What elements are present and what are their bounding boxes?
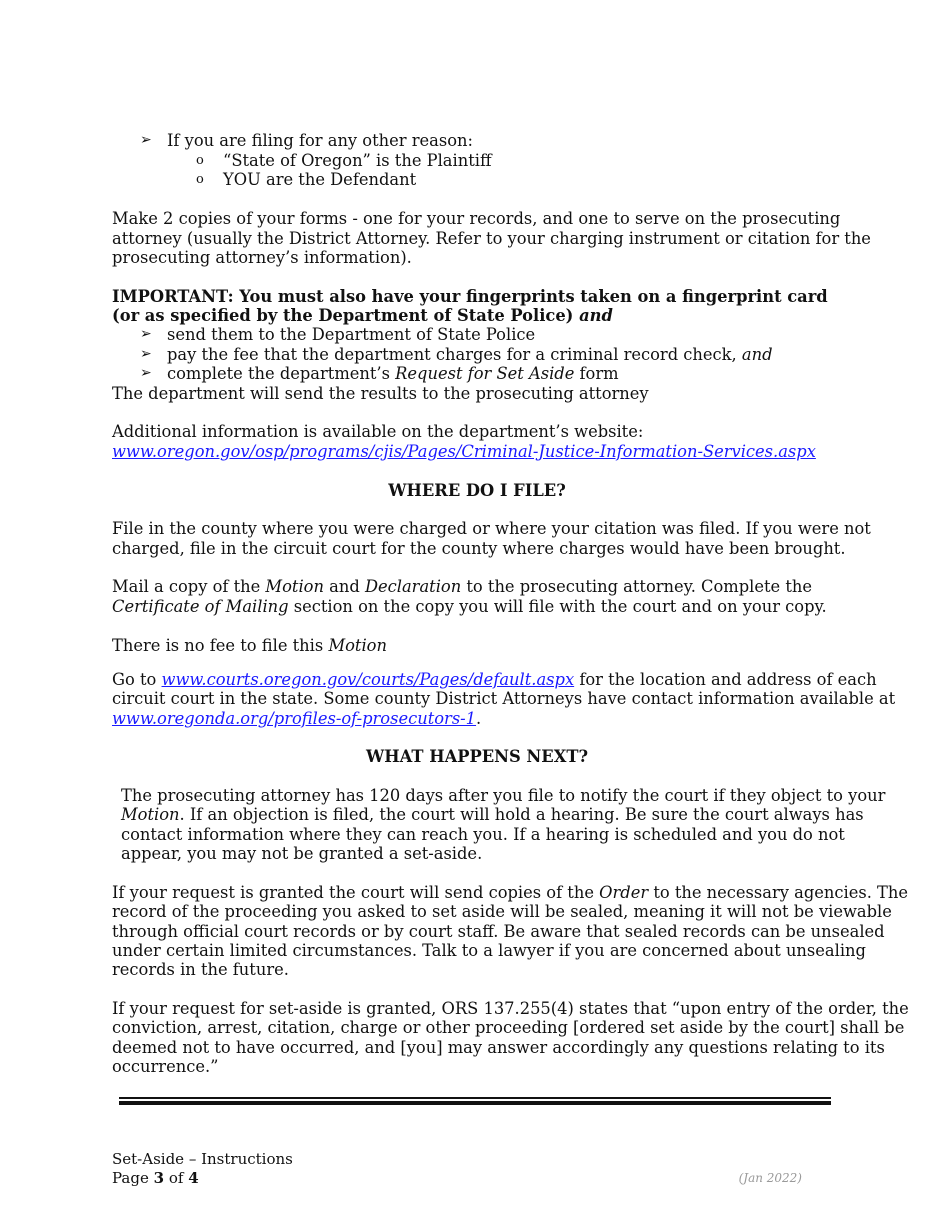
next-line: The prosecuting attorney has 120 days after you file to notify the court if they object to your xyxy=(121,786,886,805)
arrow-bullet-icon: ➢ xyxy=(140,132,152,148)
important-item: send them to the Department of State Police xyxy=(167,325,536,344)
section-heading-where: WHERE DO I FILE? xyxy=(388,481,566,500)
important-item: complete the department’s Request for Set Aside form xyxy=(167,364,619,383)
ors-line: deemed not to have occurred, and [you] may answer accordingly any questions relating to its xyxy=(112,1038,885,1057)
arrow-bullet-icon: ➢ xyxy=(140,346,152,362)
section-heading-next: WHAT HAPPENS NEXT? xyxy=(366,747,588,766)
mail-line: Certificate of Mailing section on the copy you will file with the court and on your copy. xyxy=(112,597,827,616)
filing-reason-heading: If you are filing for any other reason: xyxy=(167,131,473,150)
where-line: File in the county where you were charged or where your citation was filed. If you were not xyxy=(112,519,871,538)
ors-line: If your request for set-aside is granted, ORS 137.255(4) states that “upon entry of the order, the xyxy=(112,999,909,1018)
fee-line: There is no fee to file this Motion xyxy=(112,636,387,655)
mail-line: Mail a copy of the Motion and Declaration to the prosecuting attorney. Complete the xyxy=(112,577,813,596)
ors-line: occurrence.” xyxy=(112,1057,219,1076)
osp-website-link[interactable]: www.oregon.gov/osp/programs/cjis/Pages/Criminal-Justice-Information-Services.aspx xyxy=(112,442,816,461)
goto-line: Go to www.courts.oregon.gov/courts/Pages/default.aspx for the location and address of each xyxy=(112,670,877,689)
important-heading: IMPORTANT: You must also have your fingerprints taken on a fingerprint card xyxy=(112,287,828,306)
arrow-bullet-icon: ➢ xyxy=(140,365,152,381)
granted-line: under certain limited circumstances. Talk to a lawyer if you are concerned about unsealing xyxy=(112,941,866,960)
granted-line: records in the future. xyxy=(112,960,289,979)
goto-line: www.oregonda.org/profiles-of-prosecutors-1. xyxy=(112,709,482,728)
arrow-bullet-icon: ➢ xyxy=(140,326,152,342)
footer-rule-thin xyxy=(119,1097,831,1099)
important-item: pay the fee that the department charges for a criminal record check, and xyxy=(167,345,773,364)
circle-bullet-icon: o xyxy=(196,172,204,187)
footer-title: Set-Aside – Instructions xyxy=(112,1150,293,1168)
copies-line: Make 2 copies of your forms - one for your records, and one to serve on the prosecuting xyxy=(112,209,841,228)
granted-line: through official court records or by court staff. Be aware that sealed records can be unsealed xyxy=(112,922,885,941)
footer-date: (Jan 2022) xyxy=(738,1171,802,1185)
oregonda-website-link[interactable]: www.oregonda.org/profiles-of-prosecutors-1 xyxy=(112,709,477,728)
important-result: The department will send the results to the prosecuting attorney xyxy=(112,384,649,403)
granted-line: record of the proceeding you asked to set aside will be sealed, meaning it will not be viewable xyxy=(112,902,892,921)
copies-line: prosecuting attorney’s information). xyxy=(112,248,412,267)
ors-line: conviction, arrest, citation, charge or other proceeding [ordered set aside by the court] shall be xyxy=(112,1018,905,1037)
additional-info-text: Additional information is available on the department’s website: xyxy=(112,422,644,441)
circle-bullet-icon: o xyxy=(196,153,204,168)
filing-reason-item: “State of Oregon” is the Plaintiff xyxy=(223,151,492,170)
additional-info-link-row xyxy=(112,442,842,461)
where-line: charged, file in the circuit court for the county where charges would have been brought. xyxy=(112,539,846,558)
filing-reason-item: YOU are the Defendant xyxy=(223,170,417,189)
next-line: contact information where they can reach you. If a hearing is scheduled and you do not xyxy=(121,825,845,844)
next-line: appear, you may not be granted a set-aside. xyxy=(121,844,483,863)
footer-page-number: Page 3 of 4 xyxy=(112,1169,199,1187)
granted-line: If your request is granted the court will send copies of the Order to the necessary agencies. The xyxy=(112,883,909,902)
footer-rule-thick xyxy=(119,1101,831,1105)
important-heading-line2: (or as specified by the Department of State Police) and xyxy=(112,306,613,325)
copies-line: attorney (usually the District Attorney. Refer to your charging instrument or citation for the xyxy=(112,229,871,248)
next-line: Motion. If an objection is filed, the court will hold a hearing. Be sure the court always has xyxy=(121,805,864,824)
goto-line: circuit court in the state. Some county District Attorneys have contact information available at xyxy=(112,689,896,708)
courts-website-link[interactable]: www.courts.oregon.gov/courts/Pages/default.aspx xyxy=(161,670,575,689)
